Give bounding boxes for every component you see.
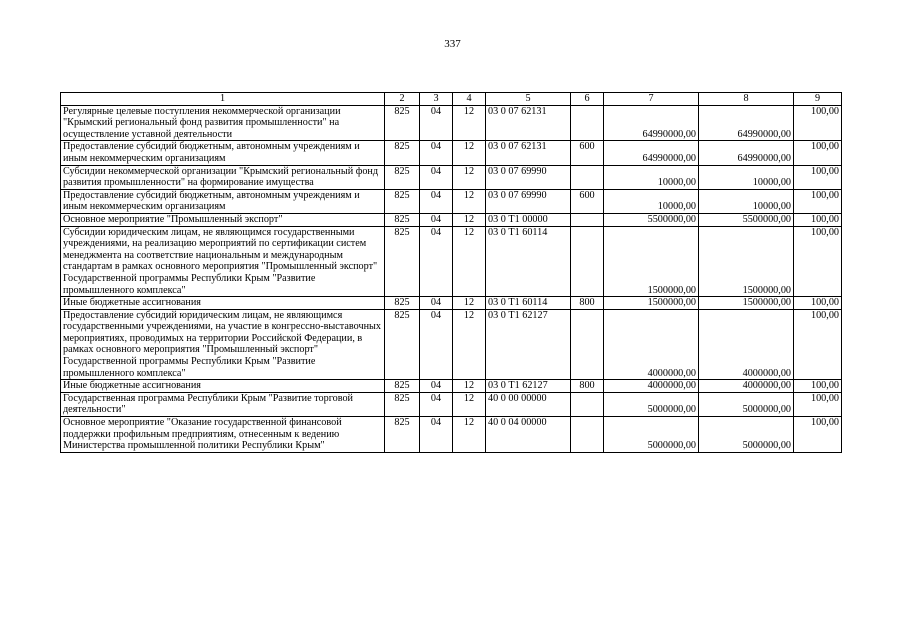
- execution-percent-cell: 100,00: [794, 226, 842, 297]
- subsection-code-cell: 12: [453, 213, 486, 226]
- executed-amount-cell: 5500000,00: [699, 213, 794, 226]
- table-row: [61, 165, 842, 189]
- section-code-cell: 04: [420, 213, 453, 226]
- expense-type-cell: [571, 226, 604, 297]
- planned-amount-cell: 64990000,00: [604, 105, 699, 141]
- executed-amount-cell: 10000,00: [699, 189, 794, 213]
- header-cell: 3: [420, 93, 453, 106]
- planned-amount-cell: 10000,00: [604, 165, 699, 189]
- table-row: [61, 141, 842, 165]
- subsection-code-cell: 12: [453, 392, 486, 416]
- item-name-cell: Субсидии юридическим лицам, не являющимся государственными учреждениями, на реализацию мероприятий по сертификации систем менеджмента на соответствие национальным и международным стандартам в рамках основного мероприятия "Промышленный экспорт" Государственной программы Республики Крым "Развитие промышленного комплекса": [61, 226, 385, 297]
- expense-type-cell: [571, 309, 604, 380]
- item-name-cell: Основное мероприятие "Оказание государственной финансовой поддержки профильным предприятиям, отнесенным к ведению Министерства промышленной политики Республики Крым": [61, 417, 385, 453]
- section-code-cell: 04: [420, 141, 453, 165]
- target-article-cell: 03 0 Т1 00000: [486, 213, 571, 226]
- header-cell: 8: [699, 93, 794, 106]
- table-row: [61, 297, 842, 310]
- planned-amount-cell: 64990000,00: [604, 141, 699, 165]
- item-name-cell: Иные бюджетные ассигнования: [61, 297, 385, 310]
- executed-amount-cell: 1500000,00: [699, 226, 794, 297]
- item-name-cell: Государственная программа Республики Крым "Развитие торговой деятельности": [61, 392, 385, 416]
- executed-amount-cell: 5000000,00: [699, 417, 794, 453]
- planned-amount-cell: 1500000,00: [604, 297, 699, 310]
- header-cell: 6: [571, 93, 604, 106]
- header-row: [61, 93, 842, 106]
- target-article-cell: 03 0 Т1 62127: [486, 309, 571, 380]
- table-row: [61, 213, 842, 226]
- section-code-cell: 04: [420, 392, 453, 416]
- subsection-code-cell: 12: [453, 141, 486, 165]
- header-cell: 5: [486, 93, 571, 106]
- section-code-cell: 04: [420, 165, 453, 189]
- executed-amount-cell: 64990000,00: [699, 141, 794, 165]
- executed-amount-cell: 10000,00: [699, 165, 794, 189]
- table-row: [61, 380, 842, 393]
- planned-amount-cell: 5500000,00: [604, 213, 699, 226]
- section-code-cell: 04: [420, 297, 453, 310]
- execution-percent-cell: 100,00: [794, 297, 842, 310]
- target-article-cell: 03 0 Т1 60114: [486, 226, 571, 297]
- planned-amount-cell: 10000,00: [604, 189, 699, 213]
- execution-percent-cell: 100,00: [794, 380, 842, 393]
- target-article-cell: 03 0 07 62131: [486, 105, 571, 141]
- admin-code-cell: 825: [385, 165, 420, 189]
- section-code-cell: 04: [420, 189, 453, 213]
- table-row: [61, 309, 842, 380]
- table-row: [61, 105, 842, 141]
- planned-amount-cell: 1500000,00: [604, 226, 699, 297]
- item-name-cell: Предоставление субсидий бюджетным, автономным учреждениям и иным некоммерческим организациям: [61, 189, 385, 213]
- subsection-code-cell: 12: [453, 165, 486, 189]
- section-code-cell: 04: [420, 309, 453, 380]
- expense-type-cell: 800: [571, 380, 604, 393]
- item-name-cell: Регулярные целевые поступления некоммерческой организации "Крымский региональный фонд развития промышленности" на осуществление уставной деятельности: [61, 105, 385, 141]
- section-code-cell: 04: [420, 380, 453, 393]
- executed-amount-cell: 4000000,00: [699, 309, 794, 380]
- target-article-cell: 03 0 Т1 62127: [486, 380, 571, 393]
- subsection-code-cell: 12: [453, 380, 486, 393]
- subsection-code-cell: 12: [453, 105, 486, 141]
- expense-type-cell: [571, 213, 604, 226]
- header-cell: 2: [385, 93, 420, 106]
- target-article-cell: 40 0 00 00000: [486, 392, 571, 416]
- expense-type-cell: 800: [571, 297, 604, 310]
- executed-amount-cell: 1500000,00: [699, 297, 794, 310]
- item-name-cell: Иные бюджетные ассигнования: [61, 380, 385, 393]
- execution-percent-cell: 100,00: [794, 189, 842, 213]
- item-name-cell: Предоставление субсидий юридическим лицам, не являющимся государственными учреждениями, на участие в конгрессно-выставочных мероприятиях, проводимых на территории Российской Федерации, в рамках основного мероприятия "Промышленный экспорт" Государственной программы Республики Крым "Развитие промышленного комплекса": [61, 309, 385, 380]
- table-row: [61, 189, 842, 213]
- target-article-cell: 03 0 Т1 60114: [486, 297, 571, 310]
- subsection-code-cell: 12: [453, 309, 486, 380]
- subsection-code-cell: 12: [453, 417, 486, 453]
- executed-amount-cell: 64990000,00: [699, 105, 794, 141]
- expense-type-cell: 600: [571, 141, 604, 165]
- execution-percent-cell: 100,00: [794, 141, 842, 165]
- item-name-cell: Субсидии некоммерческой организации "Крымский региональный фонд развития промышленности" на формирование имущества: [61, 165, 385, 189]
- target-article-cell: 40 0 04 00000: [486, 417, 571, 453]
- item-name-cell: Основное мероприятие "Промышленный экспорт": [61, 213, 385, 226]
- execution-percent-cell: 100,00: [794, 105, 842, 141]
- admin-code-cell: 825: [385, 105, 420, 141]
- table-row: [61, 417, 842, 453]
- execution-percent-cell: 100,00: [794, 165, 842, 189]
- item-name-cell: Предоставление субсидий бюджетным, автономным учреждениям и иным некоммерческим организациям: [61, 141, 385, 165]
- target-article-cell: 03 0 07 69990: [486, 189, 571, 213]
- expense-type-cell: [571, 392, 604, 416]
- admin-code-cell: 825: [385, 189, 420, 213]
- expense-type-cell: [571, 165, 604, 189]
- page-number: 337: [444, 38, 461, 50]
- table-row: [61, 392, 842, 416]
- admin-code-cell: 825: [385, 226, 420, 297]
- table-row: [61, 226, 842, 297]
- section-code-cell: 04: [420, 105, 453, 141]
- planned-amount-cell: 5000000,00: [604, 392, 699, 416]
- admin-code-cell: 825: [385, 309, 420, 380]
- planned-amount-cell: 4000000,00: [604, 380, 699, 393]
- executed-amount-cell: 4000000,00: [699, 380, 794, 393]
- subsection-code-cell: 12: [453, 297, 486, 310]
- execution-percent-cell: 100,00: [794, 213, 842, 226]
- admin-code-cell: 825: [385, 213, 420, 226]
- section-code-cell: 04: [420, 417, 453, 453]
- expense-type-cell: [571, 105, 604, 141]
- header-cell: 4: [453, 93, 486, 106]
- header-cell: 9: [794, 93, 842, 106]
- section-code-cell: 04: [420, 226, 453, 297]
- subsection-code-cell: 12: [453, 189, 486, 213]
- admin-code-cell: 825: [385, 380, 420, 393]
- admin-code-cell: 825: [385, 297, 420, 310]
- planned-amount-cell: 5000000,00: [604, 417, 699, 453]
- expense-type-cell: 600: [571, 189, 604, 213]
- target-article-cell: 03 0 07 69990: [486, 165, 571, 189]
- executed-amount-cell: 5000000,00: [699, 392, 794, 416]
- header-cell: 7: [604, 93, 699, 106]
- subsection-code-cell: 12: [453, 226, 486, 297]
- execution-percent-cell: 100,00: [794, 392, 842, 416]
- budget-table: [60, 92, 842, 453]
- execution-percent-cell: 100,00: [794, 417, 842, 453]
- target-article-cell: 03 0 07 62131: [486, 141, 571, 165]
- admin-code-cell: 825: [385, 417, 420, 453]
- execution-percent-cell: 100,00: [794, 309, 842, 380]
- expense-type-cell: [571, 417, 604, 453]
- admin-code-cell: 825: [385, 141, 420, 165]
- planned-amount-cell: 4000000,00: [604, 309, 699, 380]
- admin-code-cell: 825: [385, 392, 420, 416]
- header-cell: 1: [61, 93, 385, 106]
